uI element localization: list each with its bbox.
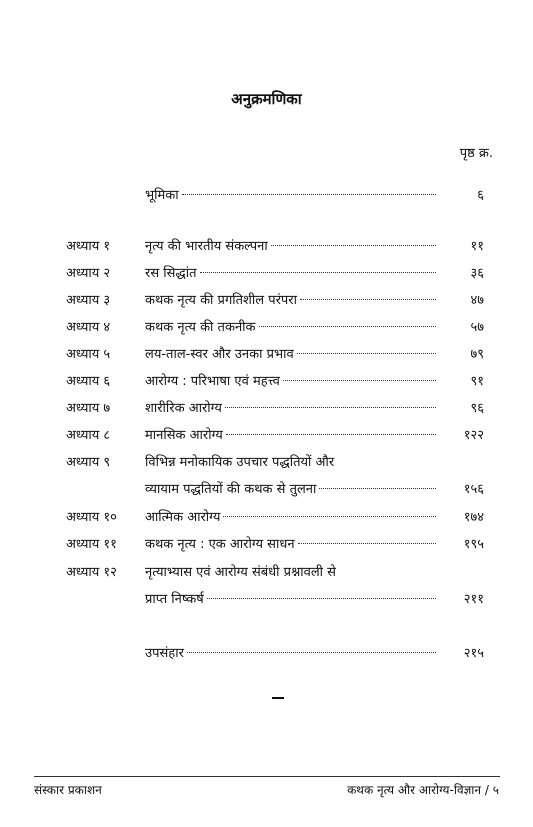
toc-row-chapter-7 <box>0 399 533 419</box>
entry-page: १२२ <box>463 428 484 443</box>
entry-page: ४७ <box>470 293 484 308</box>
entry-page: ७९ <box>470 347 484 362</box>
toc-intro-row <box>0 186 533 206</box>
entry-title: उपसंहार <box>145 646 184 661</box>
dot-leader <box>300 299 436 300</box>
toc-row-chapter-12-continued <box>0 590 533 610</box>
toc-row-chapter-1 <box>0 237 533 257</box>
toc-entry <box>145 318 440 338</box>
toc-entry <box>145 345 440 365</box>
footer-publisher: संस्कार प्रकाशन <box>34 783 102 797</box>
chapter-number: अध्याय ५ <box>66 347 111 362</box>
page-number-heading: पृष्ठ क्र. <box>459 146 493 161</box>
entry-title: आरोग्य : परिभाषा एवं महत्त्व <box>145 374 280 389</box>
entry-title: नृत्य की भारतीय संकल्पना <box>145 239 268 254</box>
entry-title: विभिन्न मनोकायिक उपचार पद्धतियों और <box>145 455 335 470</box>
toc-row-chapter-5 <box>0 345 533 365</box>
entry-title: व्यायाम पद्धतियों की कथक से तुलना <box>145 482 317 497</box>
dot-leader <box>207 598 436 599</box>
chapter-number: अध्याय ४ <box>66 320 111 335</box>
dot-leader <box>226 434 436 435</box>
toc-entry <box>145 535 440 555</box>
toc-entry-line-1 <box>145 563 440 583</box>
toc-row-chapter-9-continued <box>0 480 533 500</box>
toc-row-chapter-8 <box>0 426 533 446</box>
entry-page: २१५ <box>463 646 484 661</box>
dot-leader <box>297 353 436 354</box>
toc-entry <box>145 426 440 446</box>
chapter-number: अध्याय ९ <box>66 455 111 470</box>
toc-row-chapter-4 <box>0 318 533 338</box>
entry-title: शारीरिक आरोग्य <box>145 401 222 416</box>
toc-row-chapter-2 <box>0 264 533 284</box>
chapter-number: अध्याय ७ <box>66 401 111 416</box>
toc-row-chapter-12 <box>0 563 533 583</box>
dot-leader <box>223 516 436 517</box>
chapter-number: अध्याय ८ <box>66 428 111 443</box>
toc-row-chapter-6 <box>0 372 533 392</box>
entry-page: ९६ <box>470 401 484 416</box>
toc-entry <box>145 291 440 311</box>
entry-title: प्राप्त निष्कर्ष <box>145 592 204 607</box>
toc-entry <box>145 399 440 419</box>
dot-leader <box>200 272 436 273</box>
entry-page: १५६ <box>463 482 484 497</box>
entry-page: ३६ <box>470 266 484 281</box>
entry-title: कथक नृत्य की प्रगतिशील परंपरा <box>145 293 297 308</box>
toc-row-chapter-3 <box>0 291 533 311</box>
entry-page: १७४ <box>463 510 484 525</box>
toc-entry <box>145 186 440 206</box>
dot-leader <box>225 407 436 408</box>
entry-title: आत्मिक आरोग्य <box>145 510 221 525</box>
footer-rule <box>34 776 500 777</box>
toc-row-chapter-9 <box>0 453 533 473</box>
toc-entry <box>145 508 440 528</box>
chapter-number: अध्याय ११ <box>66 537 117 552</box>
dot-leader <box>283 380 436 381</box>
dot-leader <box>319 488 436 489</box>
toc-entry-line-1 <box>145 453 440 473</box>
toc-title: अनुक्रमणिका <box>231 90 302 108</box>
entry-title: भूमिका <box>145 188 179 203</box>
entry-page: १९५ <box>463 537 484 552</box>
toc-entry <box>145 372 440 392</box>
end-dash <box>272 697 284 699</box>
entry-title: कथक नृत्य की तकनीक <box>145 320 256 335</box>
toc-row-chapter-10 <box>0 508 533 528</box>
entry-page: ५७ <box>470 320 484 335</box>
entry-title: नृत्याभ्यास एवं आरोग्य संबंधी प्रश्नावली से <box>145 565 336 580</box>
chapter-number: अध्याय १ <box>66 239 111 254</box>
entry-page: ६ <box>477 188 484 203</box>
entry-title: लय-ताल-स्वर और उनका प्रभाव <box>145 347 294 362</box>
entry-title: रस सिद्धांत <box>145 266 197 281</box>
chapter-number: अध्याय ३ <box>66 293 111 308</box>
toc-entry-line-2 <box>145 480 440 500</box>
dot-leader <box>298 543 436 544</box>
entry-page: २११ <box>463 592 484 607</box>
footer-book-title-page: कथक नृत्य और आरोग्य-विज्ञान / ५ <box>347 783 499 797</box>
dot-leader <box>182 194 436 195</box>
dot-leader <box>259 326 436 327</box>
entry-page: ११ <box>470 239 484 254</box>
toc-entry <box>145 644 440 664</box>
chapter-number: अध्याय १० <box>66 510 117 525</box>
entry-title: मानसिक आरोग्य <box>145 428 223 443</box>
toc-conclusion-row <box>0 644 533 664</box>
chapter-number: अध्याय २ <box>66 266 111 281</box>
toc-row-chapter-11 <box>0 535 533 555</box>
chapter-number: अध्याय १२ <box>66 565 117 580</box>
toc-entry-line-2 <box>145 590 440 610</box>
toc-entry <box>145 264 440 284</box>
toc-entry <box>145 237 440 257</box>
dot-leader <box>271 245 436 246</box>
dot-leader <box>187 652 436 653</box>
entry-title: कथक नृत्य : एक आरोग्य साधन <box>145 537 295 552</box>
entry-page: ९१ <box>470 374 484 389</box>
chapter-number: अध्याय ६ <box>66 374 111 389</box>
